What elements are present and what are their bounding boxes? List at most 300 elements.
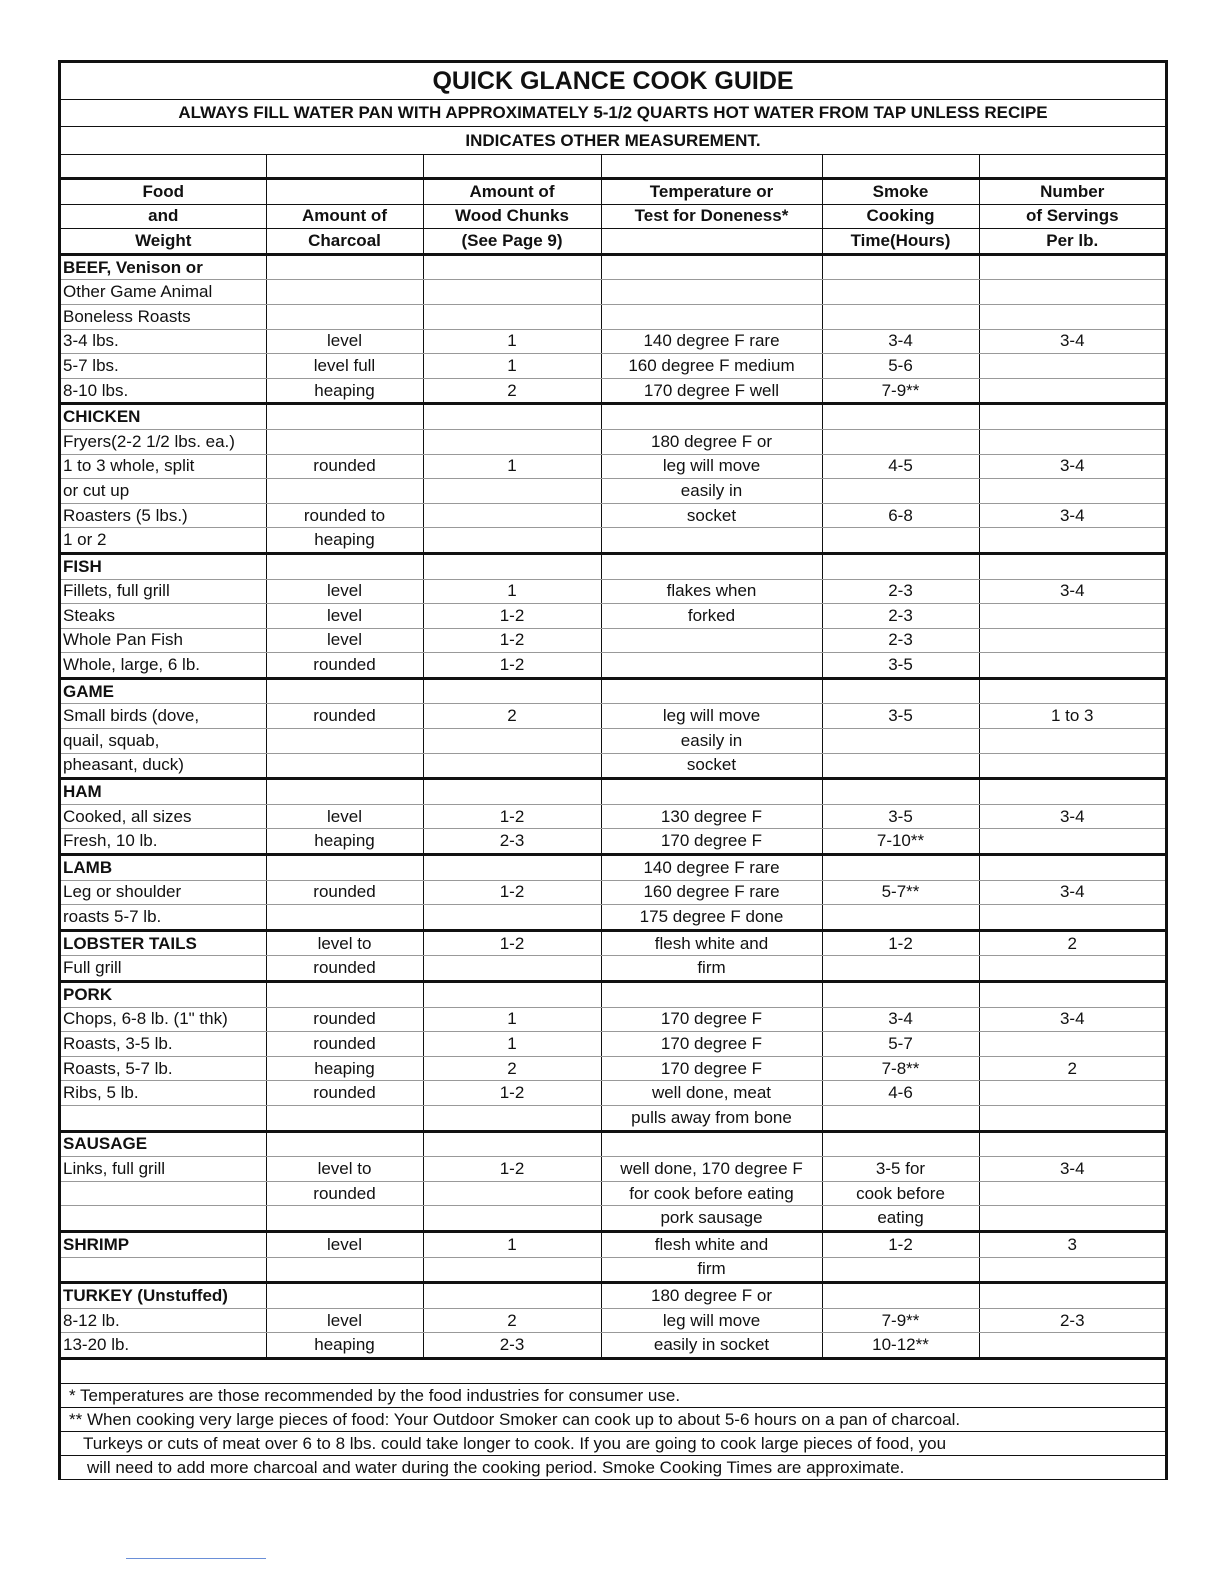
wood-chunks-cell: 2-3: [423, 829, 601, 855]
wood-chunks-cell: [423, 404, 601, 430]
wood-chunks-cell: 2-3: [423, 1333, 601, 1359]
temperature-cell: [601, 553, 822, 579]
table-row: [61, 880, 1165, 905]
charcoal-cell: rounded: [266, 704, 423, 729]
servings-cell: 3-4: [979, 329, 1165, 354]
footnote-temperatures: * Temperatures are those recommended by the food industries for consumer use.: [61, 1384, 1165, 1408]
wood-chunks-cell: [423, 982, 601, 1008]
food-cell: Roasts, 3-5 lb.: [61, 1032, 266, 1057]
food-cell: PORK: [61, 982, 266, 1008]
food-cell: HAM: [61, 779, 266, 805]
charcoal-cell: [266, 1105, 423, 1131]
servings-cell: [979, 429, 1165, 454]
food-cell: Leg or shoulder: [61, 880, 266, 905]
food-cell: SHRIMP: [61, 1231, 266, 1257]
table-row: [61, 329, 1165, 354]
wood-chunks-cell: 1: [423, 454, 601, 479]
temperature-cell: 170 degree F well: [601, 378, 822, 404]
food-cell: SAUSAGE: [61, 1131, 266, 1157]
smoke-time-cell: [822, 753, 979, 779]
table-row: [61, 304, 1165, 329]
servings-cell: [979, 982, 1165, 1008]
food-cell: FISH: [61, 553, 266, 579]
charcoal-cell: level to: [266, 1157, 423, 1182]
food-cell: 1 or 2: [61, 528, 266, 554]
servings-cell: 2: [979, 930, 1165, 956]
servings-cell: [979, 1032, 1165, 1057]
charcoal-cell: level: [266, 1231, 423, 1257]
spacer-cell: [61, 155, 266, 179]
smoke-time-cell: 1-2: [822, 1231, 979, 1257]
charcoal-cell: level: [266, 329, 423, 354]
charcoal-cell: rounded: [266, 880, 423, 905]
wood-chunks-cell: [423, 855, 601, 881]
table-row: [61, 1308, 1165, 1333]
servings-cell: [979, 628, 1165, 653]
temperature-cell: 175 degree F done: [601, 905, 822, 931]
smoke-time-cell: [822, 729, 979, 754]
temperature-cell: forked: [601, 604, 822, 629]
temperature-cell: for cook before eating: [601, 1181, 822, 1206]
wood-chunks-cell: 1: [423, 1032, 601, 1057]
food-cell: Small birds (dove,: [61, 704, 266, 729]
temperature-cell: flesh white and: [601, 1231, 822, 1257]
wood-chunks-cell: [423, 779, 601, 805]
servings-cell: [979, 1105, 1165, 1131]
temperature-cell: socket: [601, 753, 822, 779]
column-header-charcoal: Charcoal: [266, 229, 423, 255]
temperature-cell: [601, 779, 822, 805]
smoke-time-cell: 6-8: [822, 503, 979, 528]
cook-guide-frame: [58, 60, 1168, 1480]
table-row: [61, 905, 1165, 931]
food-cell: LOBSTER TAILS: [61, 930, 266, 956]
food-cell: Other Game Animal: [61, 280, 266, 305]
smoke-time-cell: [822, 528, 979, 554]
wood-chunks-cell: [423, 503, 601, 528]
smoke-time-cell: cook before: [822, 1181, 979, 1206]
temperature-cell: firm: [601, 956, 822, 982]
table-row: [61, 429, 1165, 454]
temperature-cell: 170 degree F: [601, 1056, 822, 1081]
table-row: [61, 1056, 1165, 1081]
table-row: [61, 1081, 1165, 1106]
food-cell: Fresh, 10 lb.: [61, 829, 266, 855]
column-header-wood-chunks: Amount of: [423, 179, 601, 205]
charcoal-cell: level full: [266, 354, 423, 379]
servings-cell: 3-4: [979, 804, 1165, 829]
wood-chunks-cell: 1-2: [423, 804, 601, 829]
charcoal-cell: heaping: [266, 1333, 423, 1359]
charcoal-cell: rounded to: [266, 503, 423, 528]
wood-chunks-cell: [423, 280, 601, 305]
charcoal-cell: level: [266, 1308, 423, 1333]
servings-cell: 3-4: [979, 503, 1165, 528]
smoke-time-cell: [822, 404, 979, 430]
category-row: [61, 779, 1165, 805]
charcoal-cell: level: [266, 628, 423, 653]
wood-chunks-cell: [423, 528, 601, 554]
wood-chunks-cell: 1: [423, 1007, 601, 1032]
temperature-cell: pork sausage: [601, 1206, 822, 1232]
temperature-cell: [601, 982, 822, 1008]
smoke-time-cell: eating: [822, 1206, 979, 1232]
food-cell: TURKEY (Unstuffed): [61, 1283, 266, 1309]
servings-cell: [979, 1257, 1165, 1283]
category-row: [61, 1131, 1165, 1157]
food-cell: 13-20 lb.: [61, 1333, 266, 1359]
table-row: [61, 378, 1165, 404]
servings-cell: [979, 304, 1165, 329]
servings-cell: [979, 1131, 1165, 1157]
table-row: [61, 1333, 1165, 1359]
temperature-cell: 170 degree F: [601, 1032, 822, 1057]
column-header-food: Weight: [61, 229, 266, 255]
charcoal-cell: [266, 254, 423, 280]
temperature-cell: easily in: [601, 479, 822, 504]
charcoal-cell: rounded: [266, 1032, 423, 1057]
smoke-time-cell: 3-5: [822, 653, 979, 679]
temperature-cell: 140 degree F rare: [601, 329, 822, 354]
table-row: [61, 454, 1165, 479]
wood-chunks-cell: 1: [423, 579, 601, 604]
footnote-blank-line: [61, 1360, 1165, 1384]
food-cell: Roasts, 5-7 lb.: [61, 1056, 266, 1081]
food-cell: [61, 1206, 266, 1232]
temperature-cell: 180 degree F or: [601, 429, 822, 454]
charcoal-cell: heaping: [266, 829, 423, 855]
column-header-servings: Per lb.: [979, 229, 1165, 255]
category-row: [61, 404, 1165, 430]
smoke-time-cell: [822, 1105, 979, 1131]
charcoal-cell: [266, 779, 423, 805]
temperature-cell: well done, meat: [601, 1081, 822, 1106]
smoke-time-cell: [822, 982, 979, 1008]
table-row: [61, 604, 1165, 629]
servings-cell: [979, 905, 1165, 931]
charcoal-cell: [266, 982, 423, 1008]
servings-cell: [979, 1283, 1165, 1309]
column-header-charcoal: Amount of: [266, 204, 423, 229]
servings-cell: 3: [979, 1231, 1165, 1257]
water-notice-line-1: ALWAYS FILL WATER PAN WITH APPROXIMATELY 5-1/2 QUARTS HOT WATER FROM TAP UNLESS RECIPE: [61, 100, 1165, 127]
servings-cell: [979, 553, 1165, 579]
smoke-time-cell: [822, 553, 979, 579]
temperature-cell: [601, 254, 822, 280]
table-row: [61, 653, 1165, 679]
charcoal-cell: level to: [266, 930, 423, 956]
spacer-cell: [266, 155, 423, 179]
charcoal-cell: rounded: [266, 1007, 423, 1032]
temperature-cell: flakes when: [601, 579, 822, 604]
smoke-time-cell: 10-12**: [822, 1333, 979, 1359]
servings-cell: [979, 729, 1165, 754]
food-cell: CHICKEN: [61, 404, 266, 430]
table-row: [61, 479, 1165, 504]
category-row: [61, 930, 1165, 956]
table-row: [61, 579, 1165, 604]
charcoal-cell: rounded: [266, 1181, 423, 1206]
wood-chunks-cell: [423, 1283, 601, 1309]
servings-cell: 1 to 3: [979, 704, 1165, 729]
charcoal-cell: [266, 304, 423, 329]
wood-chunks-cell: 1-2: [423, 628, 601, 653]
temperature-cell: [601, 653, 822, 679]
wood-chunks-cell: 2: [423, 1308, 601, 1333]
charcoal-cell: rounded: [266, 1081, 423, 1106]
food-cell: Links, full grill: [61, 1157, 266, 1182]
category-row: [61, 553, 1165, 579]
wood-chunks-cell: [423, 956, 601, 982]
charcoal-cell: [266, 678, 423, 704]
temperature-cell: 140 degree F rare: [601, 855, 822, 881]
temperature-cell: 180 degree F or: [601, 1283, 822, 1309]
charcoal-cell: rounded: [266, 653, 423, 679]
servings-cell: 3-4: [979, 1007, 1165, 1032]
servings-cell: [979, 528, 1165, 554]
wood-chunks-cell: 2: [423, 704, 601, 729]
food-cell: Whole Pan Fish: [61, 628, 266, 653]
spacer-cell: [822, 155, 979, 179]
wood-chunks-cell: [423, 1206, 601, 1232]
table-row: [61, 503, 1165, 528]
smoke-time-cell: 2-3: [822, 579, 979, 604]
cook-guide-table: [61, 155, 1165, 1360]
wood-chunks-cell: [423, 1131, 601, 1157]
table-row: [61, 729, 1165, 754]
table-row: [61, 354, 1165, 379]
servings-cell: [979, 678, 1165, 704]
food-cell: GAME: [61, 678, 266, 704]
servings-cell: 2-3: [979, 1308, 1165, 1333]
wood-chunks-cell: [423, 304, 601, 329]
servings-cell: [979, 779, 1165, 805]
servings-cell: [979, 956, 1165, 982]
column-header-smoke-time: Cooking: [822, 204, 979, 229]
column-header-charcoal: [266, 179, 423, 205]
smoke-time-cell: [822, 1131, 979, 1157]
table-row: [61, 628, 1165, 653]
food-cell: 1 to 3 whole, split: [61, 454, 266, 479]
category-row: [61, 678, 1165, 704]
footnote-large-pieces-cont-2: will need to add more charcoal and water during the cooking period. Smoke Cooking Times are approximate.: [61, 1456, 1165, 1480]
category-row: [61, 254, 1165, 280]
footnote-large-pieces-cont-1: Turkeys or cuts of meat over 6 to 8 lbs. could take longer to cook. If you are going to cook large pieces of food, you: [61, 1432, 1165, 1456]
cook-guide-table-body: [61, 155, 1165, 1358]
temperature-cell: 160 degree F rare: [601, 880, 822, 905]
smoke-time-cell: 2-3: [822, 628, 979, 653]
temperature-cell: leg will move: [601, 1308, 822, 1333]
table-row: [61, 1181, 1165, 1206]
food-cell: 3-4 lbs.: [61, 329, 266, 354]
temperature-cell: leg will move: [601, 704, 822, 729]
spacer-cell: [979, 155, 1165, 179]
spacer-cell: [423, 155, 601, 179]
smoke-time-cell: 4-6: [822, 1081, 979, 1106]
smoke-time-cell: 3-5 for: [822, 1157, 979, 1182]
temperature-cell: easily in: [601, 729, 822, 754]
food-cell: or cut up: [61, 479, 266, 504]
temperature-cell: pulls away from bone: [601, 1105, 822, 1131]
servings-cell: 3-4: [979, 579, 1165, 604]
charcoal-cell: heaping: [266, 378, 423, 404]
smoke-time-cell: [822, 1283, 979, 1309]
servings-cell: [979, 1181, 1165, 1206]
wood-chunks-cell: 1: [423, 354, 601, 379]
temperature-cell: [601, 628, 822, 653]
temperature-cell: 170 degree F: [601, 1007, 822, 1032]
charcoal-cell: [266, 553, 423, 579]
smoke-time-cell: 4-5: [822, 454, 979, 479]
wood-chunks-cell: 1: [423, 329, 601, 354]
wood-chunks-cell: 2: [423, 378, 601, 404]
smoke-time-cell: [822, 280, 979, 305]
smoke-time-cell: 7-10**: [822, 829, 979, 855]
spacer-cell: [601, 155, 822, 179]
temperature-cell: [601, 678, 822, 704]
wood-chunks-cell: [423, 1257, 601, 1283]
page-title: QUICK GLANCE COOK GUIDE: [61, 63, 1165, 100]
column-header-smoke-time: Smoke: [822, 179, 979, 205]
category-row: [61, 855, 1165, 881]
wood-chunks-cell: [423, 479, 601, 504]
smoke-time-cell: [822, 429, 979, 454]
charcoal-cell: [266, 1131, 423, 1157]
footer-rule: [126, 1558, 266, 1559]
temperature-cell: well done, 170 degree F: [601, 1157, 822, 1182]
column-header-food: Food: [61, 179, 266, 205]
charcoal-cell: [266, 729, 423, 754]
category-row: [61, 1283, 1165, 1309]
charcoal-cell: [266, 1206, 423, 1232]
servings-cell: [979, 653, 1165, 679]
charcoal-cell: rounded: [266, 956, 423, 982]
food-cell: Roasters (5 lbs.): [61, 503, 266, 528]
footnotes: [61, 1360, 1165, 1480]
food-cell: 8-12 lb.: [61, 1308, 266, 1333]
food-cell: [61, 1257, 266, 1283]
food-cell: Fryers(2-2 1/2 lbs. ea.): [61, 429, 266, 454]
food-cell: Ribs, 5 lb.: [61, 1081, 266, 1106]
column-header-temperature: Temperature or: [601, 179, 822, 205]
charcoal-cell: level: [266, 604, 423, 629]
servings-cell: [979, 753, 1165, 779]
column-header-smoke-time: Time(Hours): [822, 229, 979, 255]
smoke-time-cell: [822, 479, 979, 504]
food-cell: LAMB: [61, 855, 266, 881]
temperature-cell: 170 degree F: [601, 829, 822, 855]
wood-chunks-cell: 1-2: [423, 653, 601, 679]
wood-chunks-cell: 1-2: [423, 1081, 601, 1106]
column-header-food: and: [61, 204, 266, 229]
column-header-wood-chunks: Wood Chunks: [423, 204, 601, 229]
wood-chunks-cell: [423, 254, 601, 280]
table-header-row: [61, 229, 1165, 255]
food-cell: BEEF, Venison or: [61, 254, 266, 280]
charcoal-cell: [266, 753, 423, 779]
table-row: [61, 956, 1165, 982]
charcoal-cell: [266, 404, 423, 430]
column-header-servings: of Servings: [979, 204, 1165, 229]
table-row: [61, 1032, 1165, 1057]
charcoal-cell: heaping: [266, 528, 423, 554]
servings-cell: 3-4: [979, 1157, 1165, 1182]
table-row: [61, 1157, 1165, 1182]
food-cell: Cooked, all sizes: [61, 804, 266, 829]
smoke-time-cell: 3-5: [822, 804, 979, 829]
temperature-cell: firm: [601, 1257, 822, 1283]
smoke-time-cell: 7-9**: [822, 378, 979, 404]
charcoal-cell: [266, 429, 423, 454]
wood-chunks-cell: [423, 1181, 601, 1206]
food-cell: 5-7 lbs.: [61, 354, 266, 379]
food-cell: pheasant, duck): [61, 753, 266, 779]
water-notice-line-2: INDICATES OTHER MEASUREMENT.: [61, 127, 1165, 155]
servings-cell: [979, 280, 1165, 305]
smoke-time-cell: [822, 304, 979, 329]
wood-chunks-cell: [423, 553, 601, 579]
charcoal-cell: [266, 479, 423, 504]
food-cell: Full grill: [61, 956, 266, 982]
table-row: [61, 704, 1165, 729]
servings-cell: [979, 829, 1165, 855]
table-spacer-row: [61, 155, 1165, 179]
temperature-cell: [601, 1131, 822, 1157]
temperature-cell: 130 degree F: [601, 804, 822, 829]
servings-cell: [979, 1081, 1165, 1106]
water-notice: [61, 100, 1165, 155]
servings-cell: [979, 254, 1165, 280]
temperature-cell: 160 degree F medium: [601, 354, 822, 379]
smoke-time-cell: 5-7: [822, 1032, 979, 1057]
servings-cell: [979, 378, 1165, 404]
smoke-time-cell: 5-6: [822, 354, 979, 379]
temperature-cell: [601, 304, 822, 329]
servings-cell: [979, 855, 1165, 881]
column-header-servings: Number: [979, 179, 1165, 205]
table-row: [61, 1206, 1165, 1232]
temperature-cell: leg will move: [601, 454, 822, 479]
servings-cell: 3-4: [979, 880, 1165, 905]
charcoal-cell: rounded: [266, 454, 423, 479]
smoke-time-cell: 7-8**: [822, 1056, 979, 1081]
temperature-cell: [601, 528, 822, 554]
charcoal-cell: level: [266, 804, 423, 829]
servings-cell: [979, 404, 1165, 430]
table-row: [61, 804, 1165, 829]
food-cell: Steaks: [61, 604, 266, 629]
table-row: [61, 753, 1165, 779]
table-row: [61, 280, 1165, 305]
food-cell: Fillets, full grill: [61, 579, 266, 604]
smoke-time-cell: [822, 678, 979, 704]
servings-cell: [979, 354, 1165, 379]
table-header-row: [61, 204, 1165, 229]
servings-cell: 2: [979, 1056, 1165, 1081]
column-header-wood-chunks: (See Page 9): [423, 229, 601, 255]
column-header-temperature: Test for Doneness*: [601, 204, 822, 229]
wood-chunks-cell: 2: [423, 1056, 601, 1081]
servings-cell: 3-4: [979, 454, 1165, 479]
wood-chunks-cell: 1-2: [423, 930, 601, 956]
food-cell: [61, 1105, 266, 1131]
wood-chunks-cell: [423, 905, 601, 931]
category-row: [61, 1231, 1165, 1257]
smoke-time-cell: 5-7**: [822, 880, 979, 905]
charcoal-cell: [266, 905, 423, 931]
servings-cell: [979, 1333, 1165, 1359]
cook-guide-page: [58, 60, 1168, 1480]
